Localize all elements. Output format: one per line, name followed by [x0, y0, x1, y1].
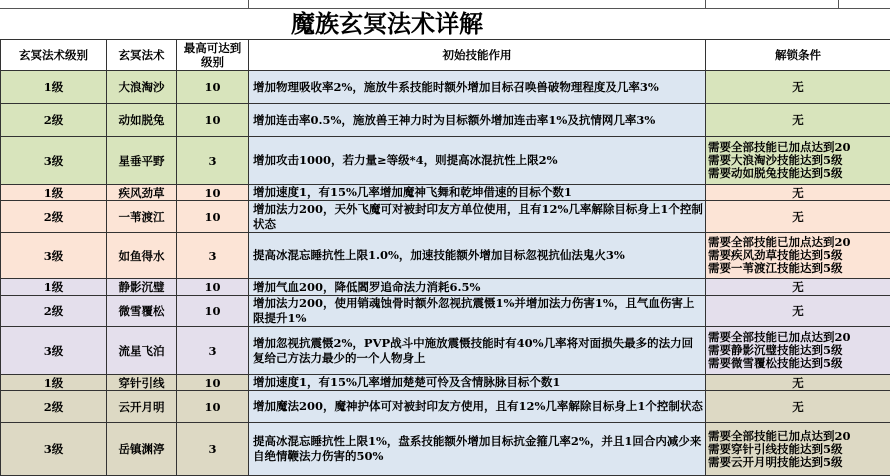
- table-row: [1, 296, 890, 327]
- unlock-line: 需要穿针引线技能达到5级: [708, 443, 888, 456]
- cell-level: 1级: [1, 185, 107, 201]
- cell-max: 10: [177, 71, 249, 104]
- cell-max: 10: [177, 296, 249, 327]
- cell-name: 穿针引线: [107, 375, 177, 391]
- unlock-line: 无: [708, 304, 888, 318]
- unlock-line: 需要静影沉璧技能达到5级: [708, 344, 888, 357]
- unlock-line: 需要微雪覆松技能达到5级: [708, 357, 888, 370]
- unlock-line: 需要全部技能已加点达到20: [708, 141, 888, 154]
- table-header-row: [1, 40, 890, 71]
- cell-level: 2级: [1, 104, 107, 137]
- unlock-line: 需要全部技能已加点达到20: [708, 331, 888, 344]
- cell-level: 3级: [1, 423, 107, 476]
- unlock-line: 无: [708, 400, 888, 414]
- table-row: [1, 137, 890, 185]
- cell-unlock: [706, 71, 890, 104]
- unlock-line: 需要全部技能已加点达到20: [708, 430, 888, 443]
- table-row: [1, 279, 890, 296]
- cell-name: 流星飞泊: [107, 327, 177, 375]
- header-effect: 初始技能作用: [249, 40, 706, 71]
- cell-unlock: [706, 279, 890, 296]
- cell-effect: 增加气血200，降低閻罗追命法力消耗6.5%: [249, 279, 706, 296]
- cell-unlock: [706, 137, 890, 185]
- cell-effect: 增加攻击1000，若力量≥等级*4，则提高冰混抗性上限2%: [249, 137, 706, 185]
- cell-effect: 增加忽视抗震慑2%，PVP战斗中施放震慑技能时有40%几率将对面损失最多的法力回复给己方法力最少的一个人物身上: [249, 327, 706, 375]
- cell-level: 2级: [1, 201, 107, 233]
- unlock-line: 无: [708, 80, 888, 94]
- header-level: 玄冥法术级别: [1, 40, 107, 71]
- table-row: [1, 185, 890, 201]
- cell-max: 10: [177, 201, 249, 233]
- cell-level: 1级: [1, 279, 107, 296]
- cell-name: 岳镇渊渟: [107, 423, 177, 476]
- cell-max: 3: [177, 423, 249, 476]
- cell-max: 10: [177, 185, 249, 201]
- table-row: [1, 423, 890, 476]
- cell-name: 微雪覆松: [107, 296, 177, 327]
- header-name: 玄冥法术: [107, 40, 177, 71]
- cell-name: 疾风劲草: [107, 185, 177, 201]
- cell-name: 星垂平野: [107, 137, 177, 185]
- table-row: [1, 201, 890, 233]
- cell-max: 3: [177, 233, 249, 279]
- cell-unlock: [706, 327, 890, 375]
- cell-level: 3级: [1, 327, 107, 375]
- unlock-line: 无: [708, 186, 888, 200]
- cell-effect: 增加物理吸收率2%，施放牛系技能时额外增加目标召唤兽破物理程度及几率3%: [249, 71, 706, 104]
- unlock-line: 需要大浪淘沙技能达到5级: [708, 154, 888, 167]
- cell-name: 一苇渡江: [107, 201, 177, 233]
- cell-max: 10: [177, 279, 249, 296]
- spell-table: [0, 39, 890, 476]
- table-row: [1, 375, 890, 391]
- cell-unlock: [706, 375, 890, 391]
- cell-effect: 增加法力200，使用销魂蚀骨时额外忽视抗震慑1%并增加法力伤害1%，且气血伤害上限提升1%: [249, 296, 706, 327]
- cell-name: 动如脱兔: [107, 104, 177, 137]
- cell-unlock: [706, 233, 890, 279]
- cell-max: 10: [177, 104, 249, 137]
- unlock-line: 无: [708, 113, 888, 127]
- table-row: [1, 391, 890, 423]
- unlock-line: 无: [708, 210, 888, 224]
- cell-unlock: [706, 296, 890, 327]
- unlock-line: 无: [708, 376, 888, 390]
- cell-max: 3: [177, 327, 249, 375]
- table-row: [1, 327, 890, 375]
- header-max: 最高可达到级别: [177, 40, 249, 71]
- unlock-line: 需要动如脱兔技能达到5级: [708, 167, 888, 180]
- cell-unlock: [706, 423, 890, 476]
- page-title-text: 魔族玄冥法术详解: [291, 9, 483, 38]
- table-row: [1, 71, 890, 104]
- cell-max: 10: [177, 375, 249, 391]
- unlock-line: 无: [708, 280, 888, 294]
- cell-max: 3: [177, 137, 249, 185]
- cell-effect: 增加速度1，有15%几率增加楚楚可怜及含情脉脉目标个数1: [249, 375, 706, 391]
- table-row: [1, 104, 890, 137]
- unlock-line: 需要云开月明技能达到5级: [708, 456, 888, 469]
- unlock-line: 需要一苇渡江技能达到5级: [708, 262, 888, 275]
- cell-level: 3级: [1, 233, 107, 279]
- cell-max: 10: [177, 391, 249, 423]
- cell-unlock: [706, 391, 890, 423]
- cell-level: 3级: [1, 137, 107, 185]
- cell-effect: 提高冰混忘睡抗性上限1%，盘系技能额外增加目标抗金箍几率2%，并且1回合内减少来自绝情鞭法力伤害的50%: [249, 423, 706, 476]
- cell-level: 2级: [1, 391, 107, 423]
- cell-unlock: [706, 201, 890, 233]
- cell-level: 1级: [1, 71, 107, 104]
- cell-effect: 增加魔法200，魔神护体可对被封印友方使用，且有12%几率解除目标身上1个控制状态: [249, 391, 706, 423]
- cell-name: 大浪淘沙: [107, 71, 177, 104]
- cell-name: 云开月明: [107, 391, 177, 423]
- cell-unlock: [706, 185, 890, 201]
- header-unlock: 解锁条件: [706, 40, 890, 71]
- cell-effect: 增加连击率0.5%，施放兽王神力时为目标额外增加连击率1%及抗情网几率3%: [249, 104, 706, 137]
- cell-level: 1级: [1, 375, 107, 391]
- cell-name: 如鱼得水: [107, 233, 177, 279]
- page-title: [0, 8, 890, 40]
- cell-effect: 提高冰混忘睡抗性上限1.0%，加速技能额外增加目标忽视抗仙法鬼火3%: [249, 233, 706, 279]
- cell-effect: 增加法力200，天外飞魔可对被封印友方单位使用，且有12%几率解除目标身上1个控制状态: [249, 201, 706, 233]
- cell-name: 静影沉璧: [107, 279, 177, 296]
- unlock-line: 需要疾风劲草技能达到5级: [708, 249, 888, 262]
- cell-effect: 增加速度1，有15%几率增加魔神飞舞和乾坤借速的目标个数1: [249, 185, 706, 201]
- cell-unlock: [706, 104, 890, 137]
- table-row: [1, 233, 890, 279]
- cell-level: 2级: [1, 296, 107, 327]
- unlock-line: 需要全部技能已加点达到20: [708, 236, 888, 249]
